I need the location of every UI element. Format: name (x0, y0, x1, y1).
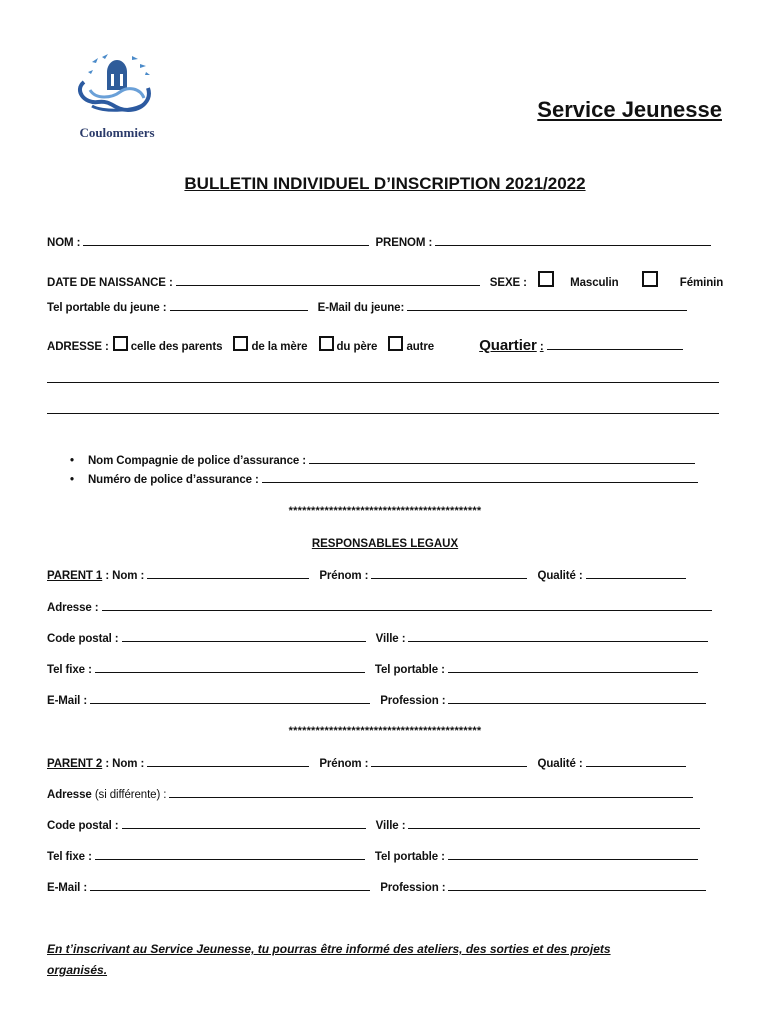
parent1-nom-field[interactable] (147, 577, 309, 579)
parent2-telfixe-field[interactable] (95, 858, 365, 860)
parent1-telfixe-label: Tel fixe : (47, 664, 92, 676)
assurance-numero-field[interactable] (262, 481, 698, 483)
parent2-profession-field[interactable] (448, 889, 706, 891)
contact-jeune-row (47, 302, 690, 314)
adresse-line-2[interactable] (47, 413, 719, 414)
parent1-prenom-field[interactable] (371, 577, 527, 579)
nom-field[interactable] (83, 244, 369, 246)
parent1-adresse-label: Adresse : (47, 602, 99, 614)
parent2-adresse-field[interactable] (169, 796, 693, 798)
parent1-cp-field[interactable] (122, 640, 366, 642)
assurance-compagnie-field[interactable] (309, 462, 695, 464)
adresse-autre-label: autre (406, 341, 435, 353)
adresse-mere-label: de la mère (251, 341, 308, 353)
naissance-sexe-row (47, 271, 723, 289)
assurance-numero-label: Numéro de police d’assurance : (87, 474, 259, 486)
tel-jeune-label: Tel portable du jeune : (47, 302, 167, 314)
parent2-adresse-row (47, 789, 696, 801)
feminin-label: Féminin (679, 277, 724, 289)
parent1-adresse-field[interactable] (102, 609, 712, 611)
parent1-nom-row (47, 570, 689, 582)
date-naissance-field[interactable] (176, 284, 480, 286)
parent2-cp-label: Code postal : (47, 820, 119, 832)
parent2-qualite-label: Qualité : (537, 758, 583, 770)
form-title: BULLETIN INDIVIDUEL D’INSCRIPTION 2021/2022 (184, 174, 586, 193)
service-title: Service Jeunesse (537, 97, 722, 122)
adresse-pere-label: du père (336, 341, 378, 353)
parent1-prenom-label: Prénom : (319, 570, 369, 582)
prenom-label: PRENOM : (375, 237, 433, 249)
separator-2: ******************************************* (288, 725, 482, 737)
parent2-adresse-note: (si différente) : (94, 789, 167, 801)
email-jeune-label: E-Mail du jeune: (317, 302, 405, 314)
parent2-nom-label: : Nom : (105, 758, 145, 770)
parent1-cp-ville-row (47, 633, 711, 645)
adresse-label: ADRESSE : (47, 341, 109, 353)
parent2-email-field[interactable] (90, 889, 370, 891)
parent2-prenom-label: Prénom : (319, 758, 369, 770)
prenom-field[interactable] (435, 244, 711, 246)
parent2-nom-field[interactable] (147, 765, 309, 767)
parent2-profession-label: Profession : (380, 882, 446, 894)
parent2-email-row (47, 882, 709, 894)
parent2-ville-field[interactable] (408, 827, 700, 829)
parent2-cp-ville-row (47, 820, 703, 832)
parent1-profession-label: Profession : (380, 695, 446, 707)
footer-note-line2: organisés. (47, 963, 108, 977)
parent1-email-label: E-Mail : (47, 695, 88, 707)
parent1-cp-label: Code postal : (47, 633, 119, 645)
sexe-label: SEXE : (489, 277, 527, 289)
email-jeune-field[interactable] (407, 309, 687, 311)
parent1-qualite-label: Qualité : (537, 570, 583, 582)
parent1-tel-row (47, 664, 701, 676)
parent2-nom-row (47, 758, 689, 770)
nom-prenom-row (47, 237, 714, 249)
parent2-telportable-field[interactable] (448, 858, 698, 860)
parent1-ville-label: Ville : (375, 633, 406, 645)
adresse-line-1[interactable] (47, 382, 719, 383)
nom-label: NOM : (47, 237, 81, 249)
feminin-checkbox[interactable] (642, 271, 658, 287)
assurance-numero-row (70, 474, 701, 486)
masculin-checkbox[interactable] (538, 271, 554, 287)
parent2-adresse-label: Adresse (47, 789, 92, 801)
parent1-qualite-field[interactable] (586, 577, 686, 579)
parent2-email-label: E-Mail : (47, 882, 88, 894)
separator-1: ******************************************* (288, 505, 482, 517)
masculin-label: Masculin (570, 277, 619, 289)
date-naissance-label: DATE DE NAISSANCE : (47, 277, 173, 289)
adresse-parents-label: celle des parents (130, 341, 223, 353)
parent2-telfixe-label: Tel fixe : (47, 851, 92, 863)
parent2-ville-label: Ville : (375, 820, 406, 832)
parent1-profession-field[interactable] (448, 702, 706, 704)
quartier-colon: : (539, 341, 544, 353)
quartier-field[interactable] (547, 348, 683, 350)
parent2-tel-row (47, 851, 701, 863)
bullet-icon: • (70, 455, 74, 467)
adresse-autre-checkbox[interactable] (388, 336, 403, 351)
bullet-icon: • (70, 474, 74, 486)
parent1-telfixe-field[interactable] (95, 671, 365, 673)
parent1-telportable-field[interactable] (448, 671, 698, 673)
logo-caption: Coulommiers (79, 125, 155, 140)
parent2-label: PARENT 2 (47, 758, 103, 770)
parent1-telportable-label: Tel portable : (374, 664, 445, 676)
adresse-row (47, 336, 686, 354)
adresse-pere-checkbox[interactable] (319, 336, 334, 351)
footer-note-line1: En t’inscrivant au Service Jeunesse, tu pourras être informé des ateliers, des sorties et des projets (47, 942, 611, 956)
parent2-telportable-label: Tel portable : (374, 851, 445, 863)
coulommiers-emblem-icon (62, 52, 172, 118)
coulommiers-logo (62, 52, 172, 140)
parent2-prenom-field[interactable] (371, 765, 527, 767)
parent2-qualite-field[interactable] (586, 765, 686, 767)
responsables-title: RESPONSABLES LEGAUX (311, 538, 459, 550)
parent1-ville-field[interactable] (408, 640, 708, 642)
quartier-label: Quartier (479, 337, 537, 354)
tel-jeune-field[interactable] (170, 309, 308, 311)
parent1-nom-label: : Nom : (105, 570, 145, 582)
assurance-compagnie-label: Nom Compagnie de police d’assurance : (87, 455, 306, 467)
assurance-compagnie-row (70, 455, 698, 467)
parent1-adresse-row (47, 602, 715, 614)
adresse-mere-checkbox[interactable] (233, 336, 248, 351)
adresse-parents-checkbox[interactable] (113, 336, 128, 351)
parent2-cp-field[interactable] (122, 827, 366, 829)
parent1-email-field[interactable] (90, 702, 370, 704)
parent1-label: PARENT 1 (47, 570, 103, 582)
parent1-email-row (47, 695, 709, 707)
